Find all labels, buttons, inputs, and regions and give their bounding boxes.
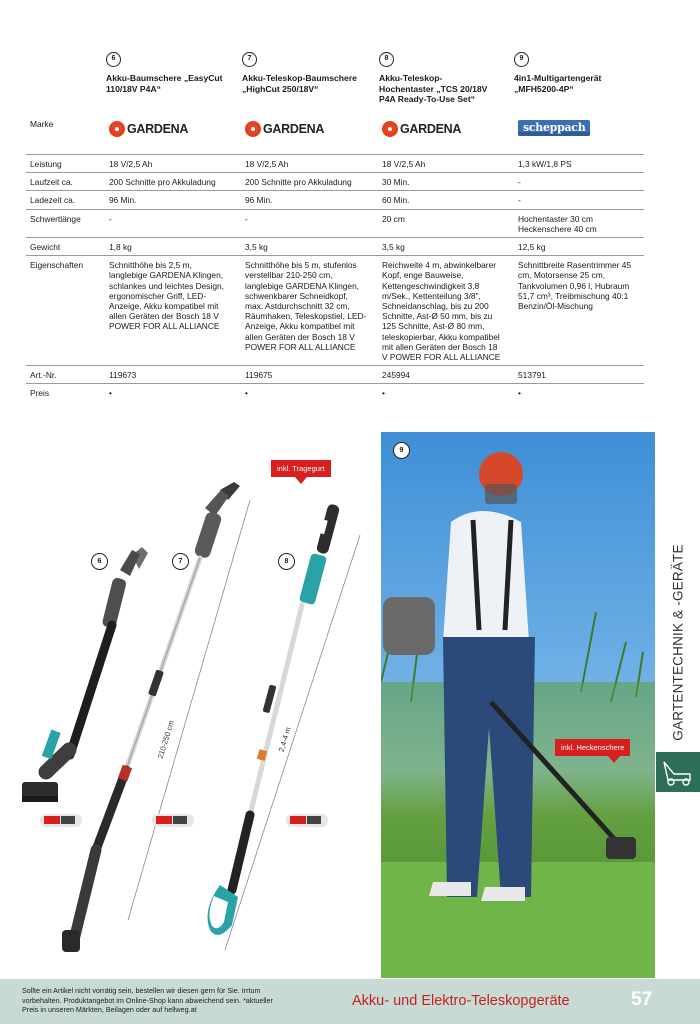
product-number: 8 — [379, 52, 394, 67]
price-cell: • — [518, 388, 521, 399]
price-cell: • — [245, 388, 248, 399]
table-cell: 1,3 kW/1,8 PS — [518, 155, 644, 173]
tool-illustrations — [0, 430, 380, 985]
table-cell: 119675 — [245, 366, 382, 384]
row-label: Ladezeit ca. — [26, 191, 109, 209]
gardena-flower-icon — [382, 121, 398, 137]
section-side-tab — [656, 752, 700, 792]
gardena-logo: GARDENA — [109, 120, 245, 138]
product-photo-multigartengeraet — [381, 432, 655, 978]
all-18v-badge-icon — [286, 814, 328, 827]
table-cell: 200 Schnitte pro Akkuladung — [245, 173, 382, 191]
product-name: Akku-Baumschere „EasyCut 110/18V P4A“ — [106, 73, 223, 94]
dimension-label-8: 2,4-4 m — [276, 726, 293, 753]
price-cell: • — [382, 388, 385, 399]
table-cell: - — [518, 173, 644, 191]
table-cell: Hochentaster 30 cm Heckenschere 40 cm — [518, 209, 644, 237]
table-cell: 18 V/2,5 Ah — [245, 155, 382, 173]
table-cell: 20 cm — [382, 209, 518, 237]
product-image-tcs — [208, 503, 341, 935]
product-number: 9 — [514, 52, 529, 67]
page-footer — [0, 979, 700, 1024]
table-cell: 119673 — [109, 366, 245, 384]
gardena-logo: GARDENA — [382, 120, 518, 138]
product-name: 4in1-Multigartengerät „MFH5200-4P“ — [514, 73, 602, 94]
table-cell: 3,5 kg — [245, 238, 382, 256]
row-label: Preis — [30, 388, 50, 399]
tag-tragegurt: inkl. Tragegurt — [271, 460, 331, 477]
gardener-photo-illustration — [381, 432, 655, 978]
row-label: Marke — [26, 112, 109, 155]
table-cell: 1,8 kg — [109, 238, 245, 256]
product-header-9 — [514, 52, 639, 94]
table-row-eigenschaften — [26, 256, 644, 366]
gardena-logo: GARDENA — [245, 120, 382, 138]
gardena-flower-icon — [109, 121, 125, 137]
product-number: 6 — [106, 52, 121, 67]
table-row-schwertlaenge — [26, 209, 644, 237]
page-number: 57 — [631, 989, 653, 1010]
table-cell: Schnitthöhe bis 5 m, stufenlos verstellbar 210-250 cm, langlebige GARDENA Klingen, schwenkbarer Schneidkopf, max. Astdurchschnitt 32 cm, Räumhaken, Teleskopstiel, LED-Anzeige, Akku kompatibel mit allen Geräten der Bosch 18 V POWER FOR ALL ALLIANCE — [245, 256, 382, 366]
row-label: Eigenschaften — [26, 256, 109, 366]
row-label: Art.-Nr. — [26, 366, 109, 384]
footer-section-title: Akku- und Elektro-Teleskopgeräte — [352, 993, 570, 1009]
table-cell: 18 V/2,5 Ah — [109, 155, 245, 173]
table-cell: - — [518, 191, 644, 209]
table-cell: 200 Schnitte pro Akkuladung — [109, 173, 245, 191]
product-badge-9: 9 — [393, 442, 410, 459]
table-cell: 96 Min. — [109, 191, 245, 209]
row-label: Leistung — [26, 155, 109, 173]
row-label: Laufzeit ca. — [26, 173, 109, 191]
table-cell: 245994 — [382, 366, 518, 384]
brand-cell — [109, 112, 245, 155]
section-side-label: GARTENTECHNIK & -GERÄTE — [670, 544, 686, 741]
spec-table — [26, 112, 644, 402]
footer-disclaimer: Sollte ein Artikel nicht vorrätig sein, bestellen wir diesen gern für Sie. Irrtum vorbehalten. Produktangebot im Online-Shop kann abweichend sein. *aktueller Preis in unseren Märkten, Beilagen oder auf hellweg.at — [22, 986, 273, 1014]
table-cell: - — [245, 209, 382, 237]
product-header-7 — [242, 52, 367, 94]
table-cell: 96 Min. — [245, 191, 382, 209]
table-row-ladezeit — [26, 191, 644, 209]
dimension-label-7: 210-250 cm — [155, 719, 176, 760]
product-name: Akku-Teleskop-Baumschere „HighCut 250/18V“ — [242, 73, 357, 94]
table-cell: 60 Min. — [382, 191, 518, 209]
product-name: Akku-Teleskop-Hochentaster „TCS 20/18V P4A Ready-To-Use Set“ — [379, 73, 488, 104]
row-label: Schwertlänge — [26, 209, 109, 237]
all-18v-badge-icon — [40, 814, 82, 827]
tag-heckenschere: inkl. Heckenschere — [555, 739, 630, 756]
product-header-6 — [106, 52, 231, 94]
table-row-artnr — [26, 366, 644, 384]
product-images — [0, 430, 380, 985]
table-cell: Reichweite 4 m, abwinkelbarer Kopf, enge Bauweise, Kettengeschwindigkeit 3,8 m/Sek., Kettenteilung 3/8", Schneidanschlag, bis zu 200 Schnitte, Ast-Ø 50 mm, bis zu 125 Schnitte, Ast-Ø 80 mm, teleskopierbar, Akku kompatibel mit allen Geräten der Bosch 18 V POWER FOR ALL ALLIANCE — [382, 256, 518, 366]
scheppach-logo: scheppach — [518, 120, 590, 136]
product-image-highcut — [62, 482, 240, 952]
table-cell: 18 V/2,5 Ah — [382, 155, 518, 173]
lawnmower-icon — [656, 752, 700, 792]
table-cell: 513791 — [518, 366, 644, 384]
table-cell: 3,5 kg — [382, 238, 518, 256]
table-row-laufzeit — [26, 173, 644, 191]
table-row-leistung — [26, 155, 644, 173]
gardena-flower-icon — [245, 121, 261, 137]
product-header-8 — [379, 52, 489, 105]
table-row-gewicht — [26, 238, 644, 256]
table-row-marke — [26, 112, 644, 155]
product-number: 7 — [242, 52, 257, 67]
product-badge-7: 7 — [172, 553, 189, 570]
table-cell: Schnittbreite Rasentrimmer 45 cm, Motorsense 25 cm, Tankvolumen 0,96 l, Hubraum 51,7 cm³, Treibmischung 40:1 Benzin/Öl-Mischung — [518, 256, 644, 366]
product-badge-8: 8 — [278, 553, 295, 570]
table-cell: 30 Min. — [382, 173, 518, 191]
table-cell: - — [109, 209, 245, 237]
table-cell: Schnitthöhe bis 2,5 m, langlebige GARDENA Klingen, schlankes und leichtes Design, ergonomischer Griff, LED-Anzeige, Akku kompatibel mit allen Geräten der Bosch 18 V POWER FOR ALL ALLIANCE — [109, 256, 245, 366]
row-label: Gewicht — [26, 238, 109, 256]
product-badge-6: 6 — [91, 553, 108, 570]
table-row-preis — [26, 384, 644, 402]
table-cell: 12,5 kg — [518, 238, 644, 256]
brand-cell — [518, 112, 644, 155]
brand-cell — [245, 112, 382, 155]
all-18v-badge-icon — [152, 814, 194, 827]
brand-cell — [382, 112, 518, 155]
price-cell: • — [109, 388, 112, 399]
